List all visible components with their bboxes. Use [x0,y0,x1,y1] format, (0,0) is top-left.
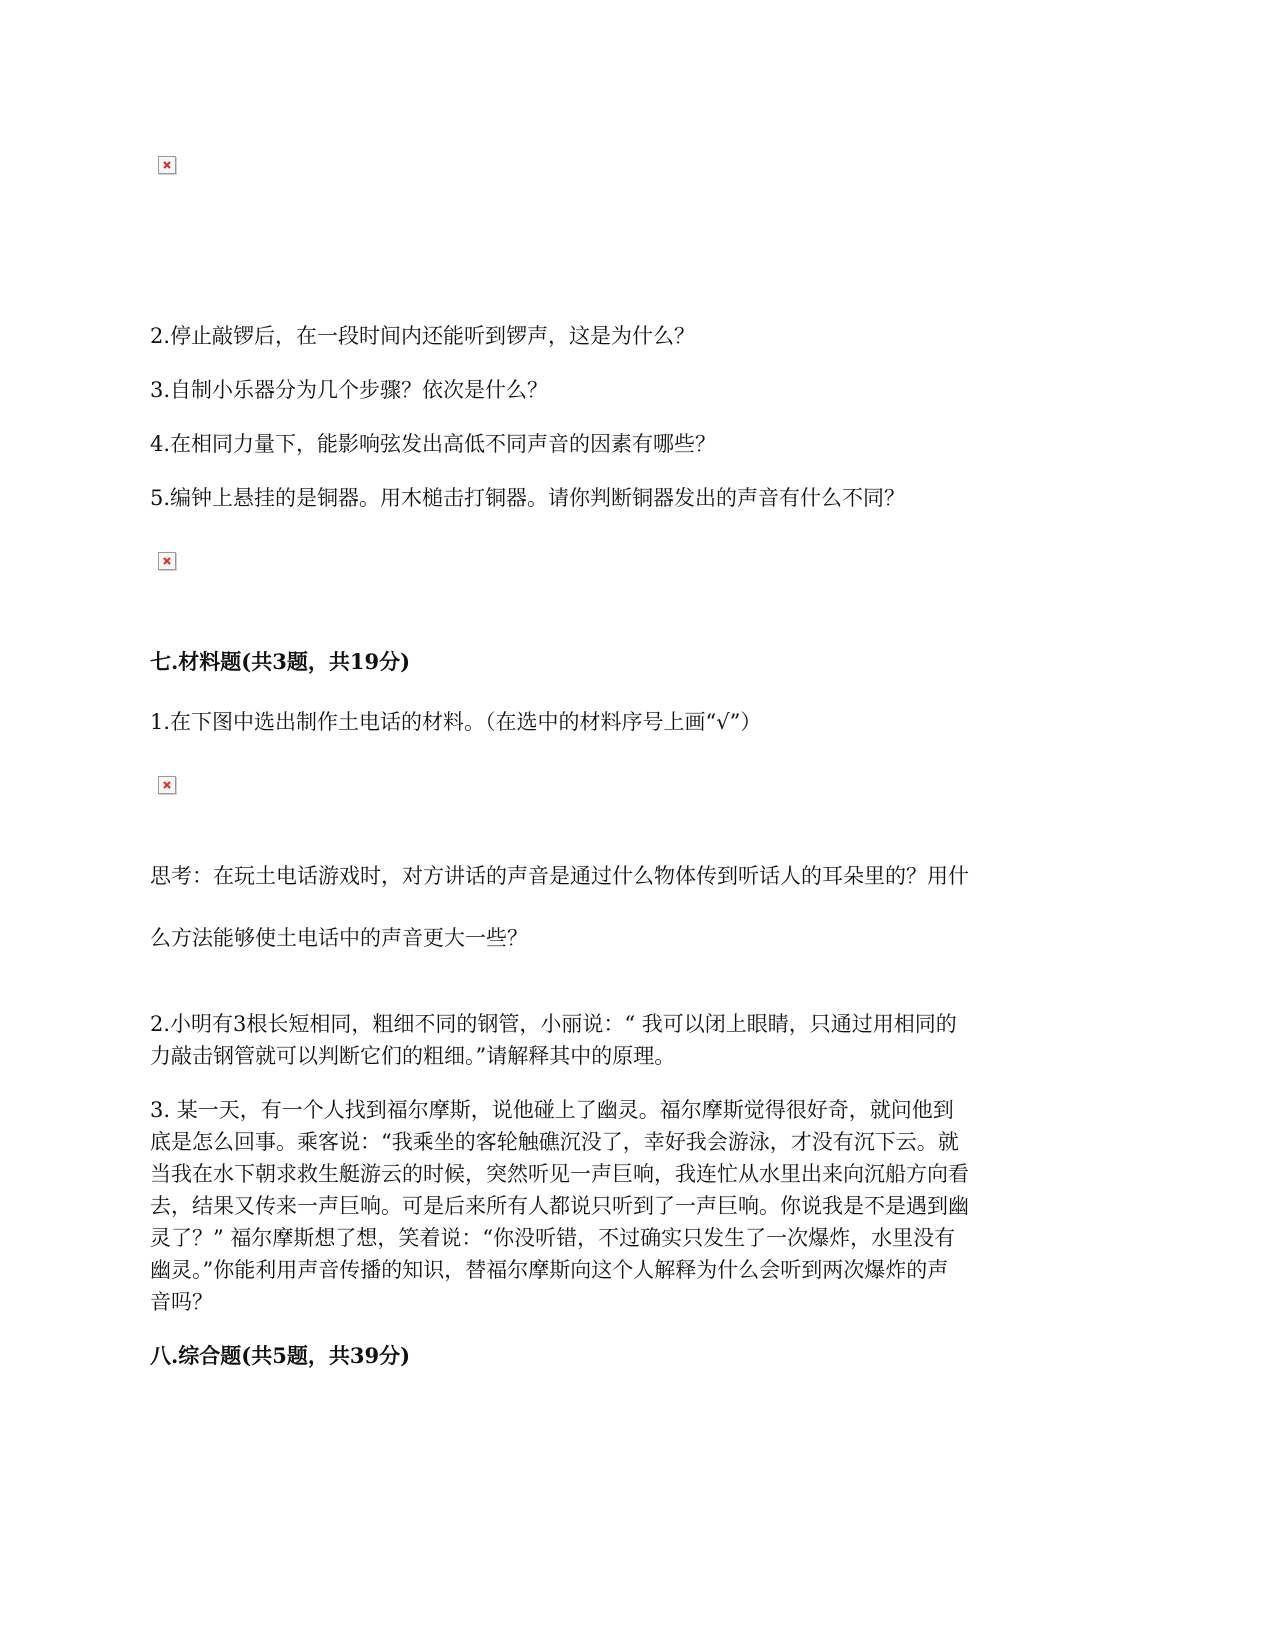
question-6-5: 5.编钟上悬挂的是铜器。用木槌击打铜器。请你判断铜器发出的声音有什么不同？ [150,486,906,510]
question-7-3-line: 去，结果又传来一声巨响。可是后来所有人都说只听到了一声巨响。你说我是不是遇到幽 [150,1194,969,1218]
question-7-3-line: 底是怎么回事。乘客说：“我乘坐的客轮触礁沉没了，幸好我会游泳，才没有沉下云。就 [150,1130,959,1154]
question-7-3-line: 3. 某一天，有一个人找到福尔摩斯，说他碰上了幽灵。福尔摩斯觉得很好奇，就问他到 [150,1098,954,1122]
question-7-3-line: 音吗？ [150,1290,213,1314]
question-6-3: 3.自制小乐器分为几个步骤？依次是什么？ [150,378,549,402]
question-6-4: 4.在相同力量下，能影响弦发出高低不同声音的因素有哪些？ [150,432,717,456]
section-8-heading: 八.综合题(共5题，共39分) [150,1343,411,1368]
section-7-heading: 七.材料题(共3题，共19分) [150,649,411,674]
broken-image-icon [158,552,176,570]
question-7-3 [150,1094,1130,1318]
question-7-2-line: 力敲击钢管就可以判断它们的粗细。”请解释其中的原理。 [150,1044,676,1068]
red-x-icon [162,160,172,170]
question-7-1: 1.在下图中选出制作土电话的材料。（在选中的材料序号上画“√”） [150,710,762,734]
question-7-1-think-line1: 思考：在玩土电话游戏时，对方讲话的声音是通过什么物体传到听话人的耳朵里的？用什 [150,864,969,888]
broken-image-icon [158,156,176,174]
question-7-1-think-line2: 么方法能够使土电话中的声音更大一些？ [150,926,528,950]
question-7-2 [150,1008,1130,1072]
question-7-3-line: 灵了？” 福尔摩斯想了想，笑着说：“你没听错，不过确实只发生了一次爆炸，水里没有 [150,1226,956,1250]
broken-image-icon [158,776,176,794]
question-7-2-line: 2.小明有3根长短相同，粗细不同的钢管，小丽说：“ 我可以闭上眼睛，只通过用相同的 [150,1012,957,1036]
question-6-2: 2.停止敲锣后，在一段时间内还能听到锣声，这是为什么？ [150,324,696,348]
question-7-3-line: 当我在水下朝求救生艇游云的时候，突然听见一声巨响，我连忙从水里出来向沉船方向看 [150,1162,969,1186]
red-x-icon [162,556,172,566]
red-x-icon [162,780,172,790]
question-7-3-line: 幽灵。”你能利用声音传播的知识，替福尔摩斯向这个人解释为什么会听到两次爆炸的声 [150,1258,949,1282]
